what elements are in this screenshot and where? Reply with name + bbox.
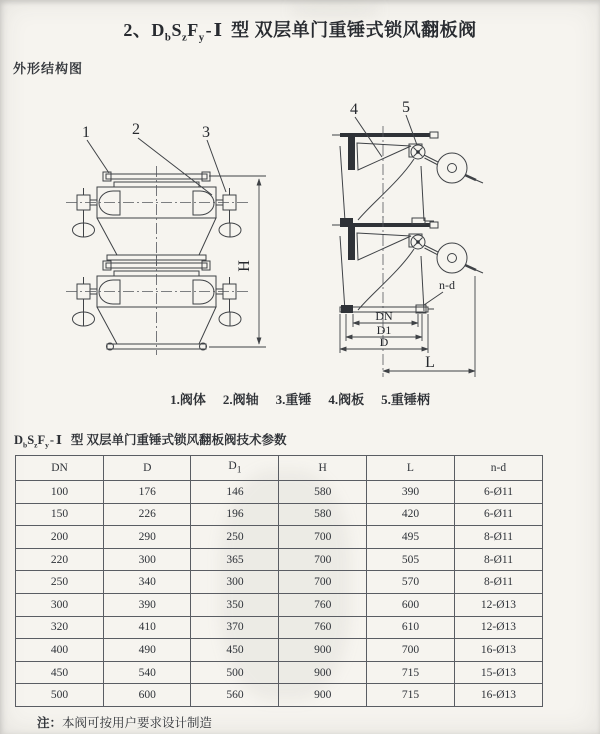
- dimension-l: [383, 276, 475, 377]
- table-row: [16, 571, 543, 594]
- part-label-5: 5: [402, 99, 410, 116]
- table-cell: 8-Ø11: [454, 571, 542, 594]
- table-cell: 16-Ø13: [454, 639, 542, 662]
- table-row: [16, 548, 543, 571]
- table-row: [16, 503, 543, 526]
- table-cell: 16-Ø13: [454, 684, 542, 707]
- section-label: 外形结构图: [13, 61, 84, 76]
- table-cell: 490: [104, 639, 191, 662]
- table-cell: 700: [279, 571, 366, 594]
- table-cell: 150: [16, 503, 104, 526]
- table-cell: 760: [279, 593, 366, 616]
- table-cell: 390: [366, 481, 454, 504]
- table-cell: 760: [279, 616, 366, 639]
- table-row: [16, 616, 543, 639]
- note-prefix: 注：: [37, 716, 63, 730]
- table-cell: 196: [191, 503, 279, 526]
- spec-table: [15, 455, 543, 707]
- table-cell: 200: [16, 526, 104, 549]
- parts-caption: [0, 389, 600, 408]
- table-cell: 300: [191, 571, 279, 594]
- table-row: [16, 593, 543, 616]
- table-cell: 410: [104, 616, 191, 639]
- table-cell: 570: [366, 571, 454, 594]
- table-cell: 400: [16, 639, 104, 662]
- table-cell: 390: [104, 593, 191, 616]
- table-cell: 715: [366, 684, 454, 707]
- table-cell: 6-Ø11: [454, 503, 542, 526]
- table-cell: 6-Ø11: [454, 481, 542, 504]
- table-cell: 8-Ø11: [454, 548, 542, 571]
- note-text: 本阀可按用户要求设计制造: [62, 716, 213, 730]
- dimension-h: [209, 176, 266, 347]
- side-view-drawing: [310, 90, 590, 390]
- caption-item: 2.阀轴: [222, 392, 259, 407]
- valve-unit-upper: [66, 166, 248, 266]
- caption-item: 4.阀板: [328, 392, 365, 407]
- table-cell: 320: [16, 616, 104, 639]
- table-cell: 300: [16, 593, 104, 616]
- model-code: $D_bS_zF_y-Ⅰ$: [151, 20, 225, 44]
- table-cell: 220: [16, 548, 104, 571]
- table-cell: 700: [366, 639, 454, 662]
- table-row: [16, 661, 543, 684]
- caption-item: 5.重锤柄: [381, 392, 430, 407]
- column-header: L: [366, 456, 454, 481]
- table-cell: 370: [191, 616, 279, 639]
- table-cell: 350: [191, 593, 279, 616]
- table-row: [16, 684, 543, 707]
- table-cell: 250: [16, 571, 104, 594]
- front-view-drawing: [60, 95, 310, 390]
- footer-note: [37, 713, 212, 731]
- table-cell: 100: [16, 481, 104, 504]
- table-cell: 580: [279, 503, 366, 526]
- dim-label-l: L: [425, 354, 435, 371]
- part-label-2: 2: [132, 121, 140, 138]
- table-title: [14, 430, 287, 450]
- valve-section-lower: [332, 216, 483, 316]
- table-cell: 450: [16, 661, 104, 684]
- table-cell: 146: [191, 481, 279, 504]
- table-cell: 600: [366, 593, 454, 616]
- table-cell: 176: [104, 481, 191, 504]
- table-cell: 450: [191, 639, 279, 662]
- table-cell: 610: [366, 616, 454, 639]
- title-text: 型 双层单门重锤式锁风翻板阀: [231, 20, 477, 40]
- table-row: [16, 526, 543, 549]
- table-cell: 340: [104, 571, 191, 594]
- table-cell: 540: [104, 661, 191, 684]
- part-label-1: 1: [82, 124, 90, 141]
- table-cell: 250: [191, 526, 279, 549]
- column-header: $D_1$: [191, 456, 279, 481]
- spec-table-body: [16, 481, 543, 707]
- dim-label-dn: DN: [375, 309, 393, 323]
- table-cell: 420: [366, 503, 454, 526]
- table-cell: 560: [191, 684, 279, 707]
- table-cell: 700: [279, 548, 366, 571]
- spec-table-header-row: [16, 456, 543, 481]
- table-cell: 500: [16, 684, 104, 707]
- part-label-4: 4: [350, 101, 358, 118]
- caption-item: 1.阀体: [170, 392, 206, 407]
- table-cell: 8-Ø11: [454, 526, 542, 549]
- table-cell: 290: [104, 526, 191, 549]
- column-header: n-d: [454, 456, 542, 481]
- table-cell: 600: [104, 684, 191, 707]
- table-cell: 700: [279, 526, 366, 549]
- caption-item: 3.重锤: [275, 392, 312, 407]
- table-cell: 505: [366, 548, 454, 571]
- part-label-3: 3: [202, 124, 210, 141]
- valve-unit-lower: [66, 255, 248, 355]
- table-cell: 12-Ø13: [454, 593, 542, 616]
- title-number: 2、: [123, 20, 152, 40]
- table-title-text: 型 双层单门重锤式锁风翻板阀技术参数: [70, 433, 287, 447]
- dim-label-d1: D1: [376, 323, 392, 337]
- valve-section-upper: [332, 126, 483, 226]
- table-cell: 715: [366, 661, 454, 684]
- table-cell: 12-Ø13: [454, 616, 542, 639]
- dim-label-d: D: [379, 335, 389, 349]
- column-header: DN: [16, 456, 104, 481]
- table-cell: 500: [191, 661, 279, 684]
- dim-label-h: H: [236, 260, 253, 272]
- model-code: $D_bS_zF_y-Ⅰ$: [14, 433, 64, 450]
- page-title: [0, 16, 600, 44]
- table-cell: 495: [366, 526, 454, 549]
- table-cell: 300: [104, 548, 191, 571]
- holes-label: n-d: [439, 278, 455, 292]
- table-cell: 900: [279, 684, 366, 707]
- table-row: [16, 639, 543, 662]
- column-header: D: [104, 456, 191, 481]
- table-cell: 900: [279, 661, 366, 684]
- table-cell: 900: [279, 639, 366, 662]
- table-cell: 365: [191, 548, 279, 571]
- table-cell: 580: [279, 481, 366, 504]
- table-row: [16, 481, 543, 504]
- table-cell: 15-Ø13: [454, 661, 542, 684]
- column-header: H: [279, 456, 366, 481]
- table-cell: 226: [104, 503, 191, 526]
